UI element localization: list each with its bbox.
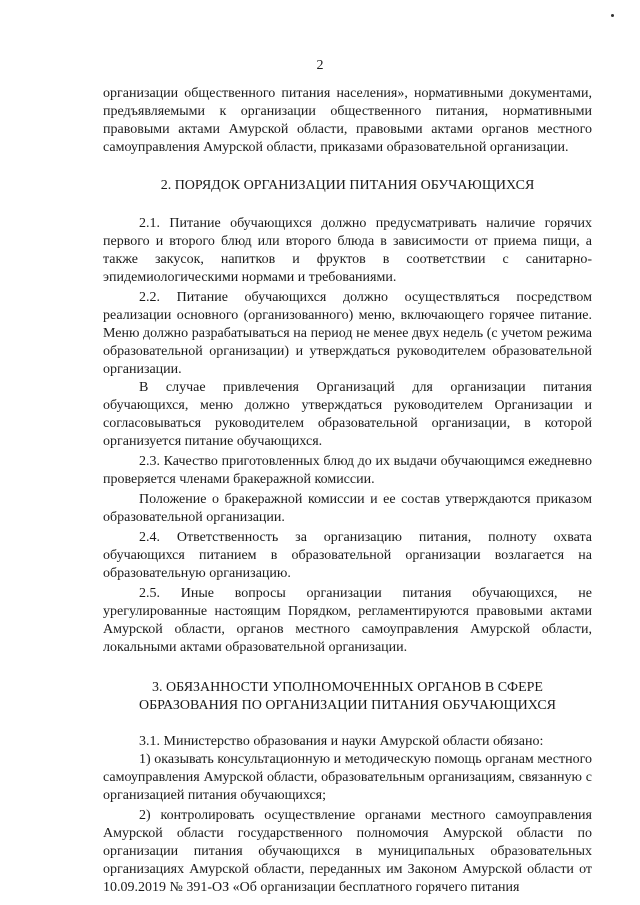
paragraph-2-5: 2.5. Иные вопросы организации питания обучающихся, не урегулированные настоящим Порядком, регламентируются правовыми актами Амурской области, органов местного самоуправления Амурской области, локальными актами образовательной организации. [103,586,592,655]
page-number: 2 [316,58,324,73]
scan-dot [611,14,614,17]
paragraph-2-4: 2.4. Ответственность за организацию питания, полноту охвата обучающихся питанием в образовательной организации возлагается на образовательную организацию. [103,530,592,581]
intro-paragraph: организации общественного питания населения», нормативными документами, предъявляемыми к организации общественного питания, нормативными правовыми актами Амурской области, правовыми актами органов местного самоуправления Амурской области, приказами образовательной организации. [103,86,592,155]
paragraph-2-3: 2.3. Качество приготовленных блюд до их выдачи обучающимся ежедневно проверяется членами бракеражной комиссии. [103,454,592,487]
paragraph-2-2: 2.2. Питание обучающихся должно осуществляться посредством реализации основного (организованного) меню, включающего горячее питание. Меню должно разрабатываться на период не менее двух недель (с учетом режима образовательной организации) и утверждаться руководителем образовательной организации. [103,290,592,377]
paragraph-2-3-continued: Положение о бракеражной комиссии и ее состав утверждаются приказом образовательной организации. [103,492,592,525]
paragraph-3-1: 3.1. Министерство образования и науки Амурской области обязано: [139,734,544,749]
section-3-heading-line-2: ОБРАЗОВАНИЯ ПО ОРГАНИЗАЦИИ ПИТАНИЯ ОБУЧАЮЩИХСЯ [138,698,557,713]
section-3-heading [103,679,592,715]
paragraph-3-1-item-2: 2) контролировать осуществление органами местного самоуправления Амурской области государственного полномочия Амурской области по организации питания обучающихся в муниципальных образовательных организациях Амурской области, переданных им Законом Амурской области от 10.09.2019 № 391-ОЗ «Об организации бесплатного горячего питания [103,808,592,895]
section-3-heading-line-1: 3. ОБЯЗАННОСТИ УПОЛНОМОЧЕННЫХ ОРГАНОВ В СФЕРЕ [152,680,543,695]
paragraph-3-1-item-1: 1) оказывать консультационную и методическую помощь органам местного самоуправления Амурской области, образовательным организациям, связанную с организацией питания обучающихся; [103,752,592,803]
section-2-heading: 2. ПОРЯДОК ОРГАНИЗАЦИИ ПИТАНИЯ ОБУЧАЮЩИХСЯ [160,178,535,193]
paragraph-2-1: 2.1. Питание обучающихся должно предусматривать наличие горячих первого и второго блюд или второго блюда в зависимости от приема пищи, а также закусок, напитков и фруктов в соответствии с санитарно-эпидемиологическими нормами и требованиями. [103,216,592,285]
document-body [103,85,592,897]
paragraph-2-2-continued: В случае привлечения Организаций для организации питания обучающихся, меню должно утверждаться руководителем Организации и согласовываться руководителем образовательной организации, в которой организуется питание обучающихся. [103,380,592,449]
